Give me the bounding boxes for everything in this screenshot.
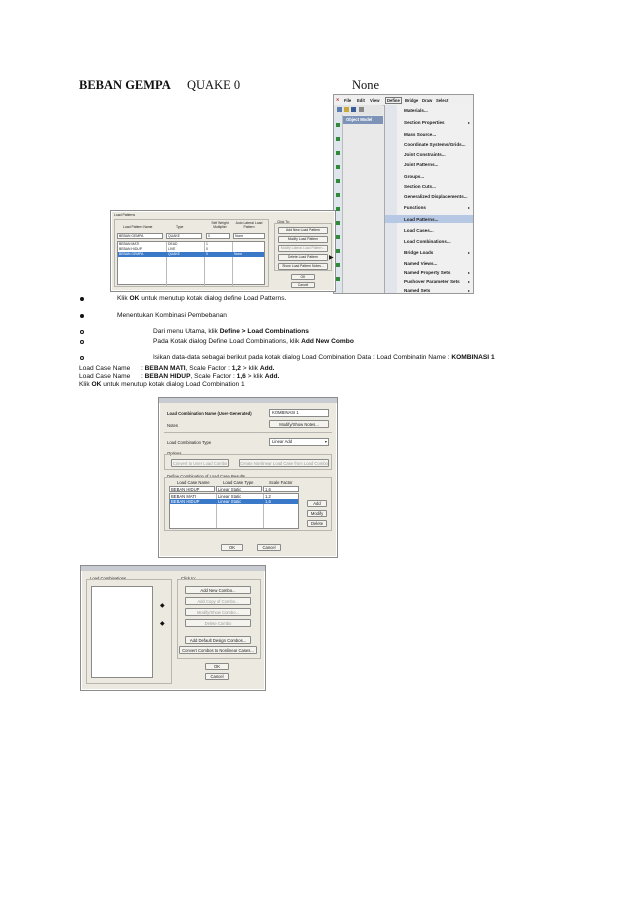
cell: BEBAN HIDUP [119,247,142,251]
add-new-load-pattern-button[interactable]: Add New Load Pattern [278,227,328,234]
tool-icon[interactable] [336,235,340,239]
dialog-title: Load Patterns [114,213,136,217]
add-arrow-icon[interactable]: ▶ [329,255,334,261]
notes-label: Notes [167,423,178,428]
tool-icon[interactable] [336,137,340,141]
load-case-name-select[interactable]: BEBAN HIDUP [169,486,215,492]
scale-factor-input[interactable]: 1,6 [263,486,299,492]
menu-select[interactable]: Select [436,98,449,103]
tool-icon[interactable] [336,263,340,267]
new-icon[interactable] [337,107,342,112]
auto-lateral-select[interactable]: None [233,233,265,239]
click-to-label: Click To: [277,220,290,224]
ok-button[interactable]: OK [291,274,315,280]
object-model-tab[interactable] [343,116,383,124]
col-header-scale-factor: Scale Factor [269,480,293,485]
col-header-type: Type [176,225,184,229]
cell: 1 [206,242,208,246]
cell: None [234,252,243,256]
menu-draw[interactable]: Draw [422,98,433,103]
options-label: Options [167,451,182,456]
table-row[interactable] [170,499,298,504]
submenu-arrow-icon: ▸ [468,205,471,210]
ok-button[interactable]: OK [205,663,229,670]
load-line-1: Load Case Name : BEBAN MATI, Scale Factor : 1,2 > klik Add. [79,365,275,372]
menu-item-section-properties[interactable]: Section Properties [404,120,445,125]
cell: 0 [206,247,208,251]
menu-item-named-property-sets[interactable]: Named Property Sets [404,270,451,275]
table-row[interactable] [118,252,264,257]
delete-load-pattern-button[interactable]: Delete Load Pattern [278,254,328,261]
tool-icon[interactable] [336,221,340,225]
tool-icon[interactable] [336,193,340,197]
menu-item-named-views[interactable]: Named Views... [404,261,438,266]
submenu-arrow-icon: ▸ [468,120,471,125]
header-col2: QUAKE 0 [187,78,241,92]
toolbar [334,105,382,115]
menu-file[interactable]: File [344,98,352,103]
load-case-type-field: Linear Static [216,486,262,492]
load-pattern-name-input[interactable]: BEBAN GEMPA [117,233,163,239]
cell: 1,6 [265,499,271,504]
menu-items [384,105,473,293]
title-bar [81,566,265,571]
col-header-name: Load Pattern Name [123,225,153,229]
submenu-arrow-icon: ▸ [468,250,471,255]
cancel-button[interactable]: Cancel [205,673,229,680]
cell: 1,2 [265,494,271,499]
show-load-pattern-notes-button[interactable]: Show Load Pattern Notes... [278,263,328,270]
modify-load-pattern-button[interactable]: Modify Load Pattern [278,236,328,243]
step-1: Klik OK untuk menutup kotak dialog define Load Patterns. [117,295,287,302]
cell: BEBAN MATI [119,242,140,246]
menu-view[interactable]: View [370,98,380,103]
combo-type-label: Load Combination Type [167,440,212,445]
cell: BEBAN GEMPA [119,252,144,256]
submenu-arrow-icon: ▸ [468,270,471,275]
object-model-label: Object Model [346,117,373,122]
submenu-arrow-icon: ▸ [468,279,471,284]
col-header-load-case-name: Load Case Name [177,480,210,485]
submenu-arrow-icon: ▸ [468,288,471,293]
step-5: Isikan data-data sebagai berikut pada kotak dialog Load Combination Data : Load Combinatin Name : KOMBINASI 1 [153,354,495,361]
cell: QUAKE [168,252,180,256]
cell: Linear Static [218,494,242,499]
load-pattern-type-select[interactable]: QUAKE [166,233,202,239]
add-new-combo-button[interactable]: Add New Combo... [185,586,251,594]
tool-icon[interactable] [336,277,340,281]
cell: BEBAN MATI [171,494,197,499]
menu-item-load-cases[interactable]: Load Cases... [404,228,434,233]
menu-item-materials[interactable]: Materials... [404,108,428,113]
tool-icon[interactable] [336,123,340,127]
step-2: Menentukan Kombinasi Pembebanan [117,312,227,319]
menu-edit[interactable]: Edit [357,98,365,103]
ok-button[interactable]: OK [221,544,243,551]
col-header-load-case-type: Load Case Type [223,480,254,485]
modify-show-combo-button[interactable]: Modify/Show Combo... [185,608,251,616]
menu-item-generalized-displacements[interactable]: Generalized Displacements... [404,194,468,199]
tool-icon[interactable] [336,179,340,183]
tool-icon[interactable] [336,249,340,253]
diamond-icon[interactable]: ◆ [160,621,165,627]
menu-item-named-sets[interactable]: Named Sets [404,288,431,293]
create-nonlinear-load-case-button[interactable]: Create Nonlinear Load Case from Load Combo [240,461,328,466]
circle-bullet-icon [80,356,84,360]
load-combinations-list[interactable] [91,586,153,678]
combo-name-input[interactable]: KOMBINASI 1 [269,409,329,417]
modify-lateral-load-pattern-button[interactable]: Modify Lateral Load Pattern... [278,245,328,252]
define-menu-screenshot [333,94,474,294]
define-load-combinations-dialog [80,565,266,691]
menu-item-bridge-loads[interactable]: Bridge Loads [404,250,434,255]
modify-button[interactable]: Modify [307,510,327,517]
title-bar [159,398,337,403]
add-copy-of-combo-button[interactable]: Add Copy of Combo... [185,597,251,605]
define-combination-label: Define Combination of Load Case Results [167,474,245,479]
menu-item-coordinate-systems[interactable]: Coordinate Systems/Grids... [404,142,466,147]
menu-item-groups[interactable]: Groups... [404,174,425,179]
save-icon[interactable] [351,107,356,112]
app-icon: ✕ [336,97,340,102]
menu-item-load-patterns[interactable]: Load Patterns... [404,217,439,222]
header-col3: None [352,78,380,92]
tool-icon[interactable] [336,151,340,155]
col-header-self-weight: Self Weight Multiplier [211,221,229,229]
menu-item-functions[interactable]: Functions [404,205,426,210]
menu-item-joint-constraints[interactable]: Joint Constraints... [404,152,446,157]
cell: 0 [206,252,208,256]
load-patterns-dialog [110,210,336,292]
tool-icon[interactable] [336,207,340,211]
undo-icon[interactable] [359,107,364,112]
close-line: Klik OK untuk menutup kotak dialog Load Combination 1 [79,381,245,388]
cancel-button[interactable]: Cancel [291,282,315,288]
menu-item-load-combinations[interactable]: Load Combinations... [404,239,451,244]
delete-button[interactable]: Delete [307,520,327,527]
combo-name-label: Load Combination Name (User-Generated) [167,411,252,416]
menu-define[interactable]: Define [387,98,400,103]
cell: Linear Static [218,499,242,504]
menu-bridge[interactable]: Bridge [405,98,419,103]
step-3: Dari menu Utama, klik Define > Load Combinations [153,328,309,335]
load-patterns-table [117,241,265,285]
cell: LIVE [168,247,176,251]
load-combination-data-dialog [158,397,338,558]
step-4: Pada Kotak dialog Define Load Combinations, klik Add New Combo [153,338,354,345]
bullet-icon [80,314,84,318]
load-combinations-label: Load Combinations [90,576,127,581]
menu-item-section-cuts[interactable]: Section Cuts... [404,184,436,189]
click-to-label: Click to: [181,576,196,581]
cell: BEBAN HIDUP [171,499,200,504]
add-button[interactable]: Add [307,500,327,507]
menu-item-joint-patterns[interactable]: Joint Patterns... [404,162,439,167]
convert-to-user-load-combo-button[interactable]: Convert to User Load Combo [172,461,228,466]
chevron-down-icon: ▾ [324,439,327,444]
cancel-button[interactable]: Cancel [257,544,281,551]
modify-show-notes-button[interactable]: Modify/Show Notes... [269,420,329,428]
tool-icon[interactable] [336,165,340,169]
cell: DEAD [168,242,178,246]
circle-bullet-icon [80,340,84,344]
bullet-icon [80,297,84,301]
open-icon[interactable] [344,107,349,112]
diamond-icon[interactable]: ◆ [160,603,165,609]
menu-item-pushover-parameter-sets[interactable]: Pushover Parameter Sets [404,279,460,284]
add-default-design-combos-button[interactable]: Add Default Design Combos... [185,636,251,644]
circle-bullet-icon [80,330,84,334]
convert-combos-button[interactable]: Convert Combos to Nonlinear Cases... [179,646,257,654]
delete-combo-button[interactable]: Delete Combo [185,619,251,627]
combo-type-select[interactable]: Linear Add ▾ [269,438,329,446]
menu-item-mass-source[interactable]: Mass Source... [404,132,437,137]
self-weight-input[interactable]: 0 [206,233,230,239]
combination-table [169,493,299,529]
col-header-auto-lateral: Auto Lateral Load Pattern [235,221,263,229]
load-line-2: Load Case Name : BEBAN HIDUP, Scale Factor : 1,6 > klik Add. [79,373,280,380]
header-col1: BEBAN GEMPA [79,78,171,92]
